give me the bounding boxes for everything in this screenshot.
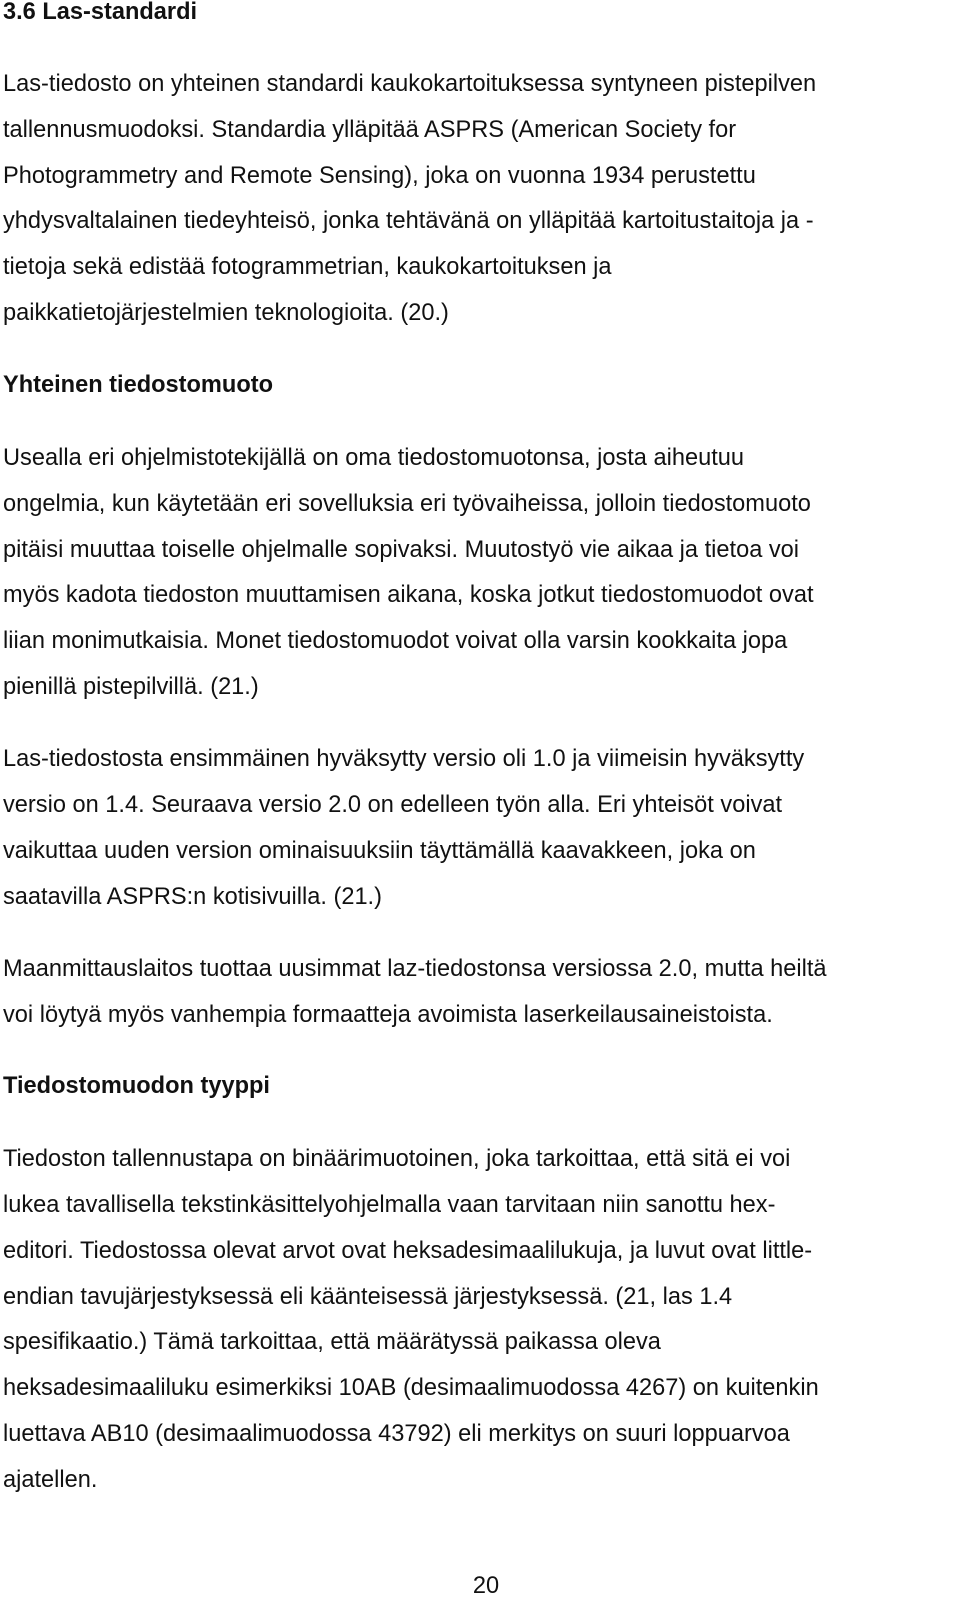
text-line: ajatellen. [3,1467,98,1493]
text-line: endian tavujärjestyksessä eli käänteisessä järjestyksessä. (21, las 1.4 [3,1284,733,1310]
text-line: ongelmia, kun käytetään eri sovelluksia eri työvaiheissa, jolloin tiedostomuoto [3,491,811,517]
text-line: voi löytyä myös vanhempia formaatteja avoimista laserkeilausaineistoista. [3,1002,773,1028]
text-line: yhdysvaltalainen tiedeyhteisö, jonka tehtävänä on ylläpitää kartoitustaitoja ja - [3,208,814,234]
text-line: lukea tavallisella tekstinkäsittelyohjelmalla vaan tarvitaan niin sanottu hex- [3,1192,776,1218]
text-line: editori. Tiedostossa olevat arvot ovat heksadesimaalilukuja, ja luvut ovat little- [3,1238,813,1264]
text-line: spesifikaatio.) Tämä tarkoittaa, että määrätyssä paikassa oleva [3,1329,661,1355]
text-line: luettava AB10 (desimaalimuodossa 43792) eli merkitys on suuri loppuarvoa [3,1421,790,1447]
text-line: Maanmittauslaitos tuottaa uusimmat laz-tiedostonsa versiossa 2.0, mutta heiltä [3,956,827,982]
text-line: pienillä pistepilvillä. (21.) [3,674,259,700]
text-line: liian monimutkaisia. Monet tiedostomuodot voivat olla varsin kookkaita jopa [3,628,788,654]
text-line: tallennusmuodoksi. Standardia ylläpitää ASPRS (American Society for [3,117,737,143]
text-line: Las-tiedostosta ensimmäinen hyväksytty versio oli 1.0 ja viimeisin hyväksytty [3,746,805,772]
text-line: tietoja sekä edistää fotogrammetrian, kaukokartoituksen ja [3,254,612,280]
subheading-format-type: Tiedostomuodon tyyppi [3,1073,270,1099]
page-number: 20 [472,1573,500,1599]
text-line: versio on 1.4. Seuraava versio 2.0 on edelleen työn alla. Eri yhteisöt voivat [3,792,783,818]
text-line: pitäisi muuttaa toiselle ohjelmalle sopivaksi. Muutostyö vie aikaa ja tietoa voi [3,537,800,563]
section-heading: 3.6 Las-standardi [3,0,198,25]
subheading-common-format: Yhteinen tiedostomuoto [3,372,274,398]
text-line: Las-tiedosto on yhteinen standardi kaukokartoituksessa syntyneen pistepilven [3,71,817,97]
text-line: saatavilla ASPRS:n kotisivuilla. (21.) [3,884,382,910]
text-line: heksadesimaaliluku esimerkiksi 10AB (desimaalimuodossa 4267) on kuitenkin [3,1375,819,1401]
text-line: Tiedoston tallennustapa on binäärimuotoinen, joka tarkoittaa, että sitä ei voi [3,1146,791,1172]
text-line: paikkatietojärjestelmien teknologioita. (20.) [3,300,449,326]
text-line: Photogrammetry and Remote Sensing), joka on vuonna 1934 perustettu [3,163,756,189]
text-line: vaikuttaa uuden version ominaisuuksiin täyttämällä kaavakkeen, joka on [3,838,756,864]
text-line: myös kadota tiedoston muuttamisen aikana, koska jotkut tiedostomuodot ovat [3,582,814,608]
text-line: Usealla eri ohjelmistotekijällä on oma tiedostomuotonsa, josta aiheutuu [3,445,745,471]
